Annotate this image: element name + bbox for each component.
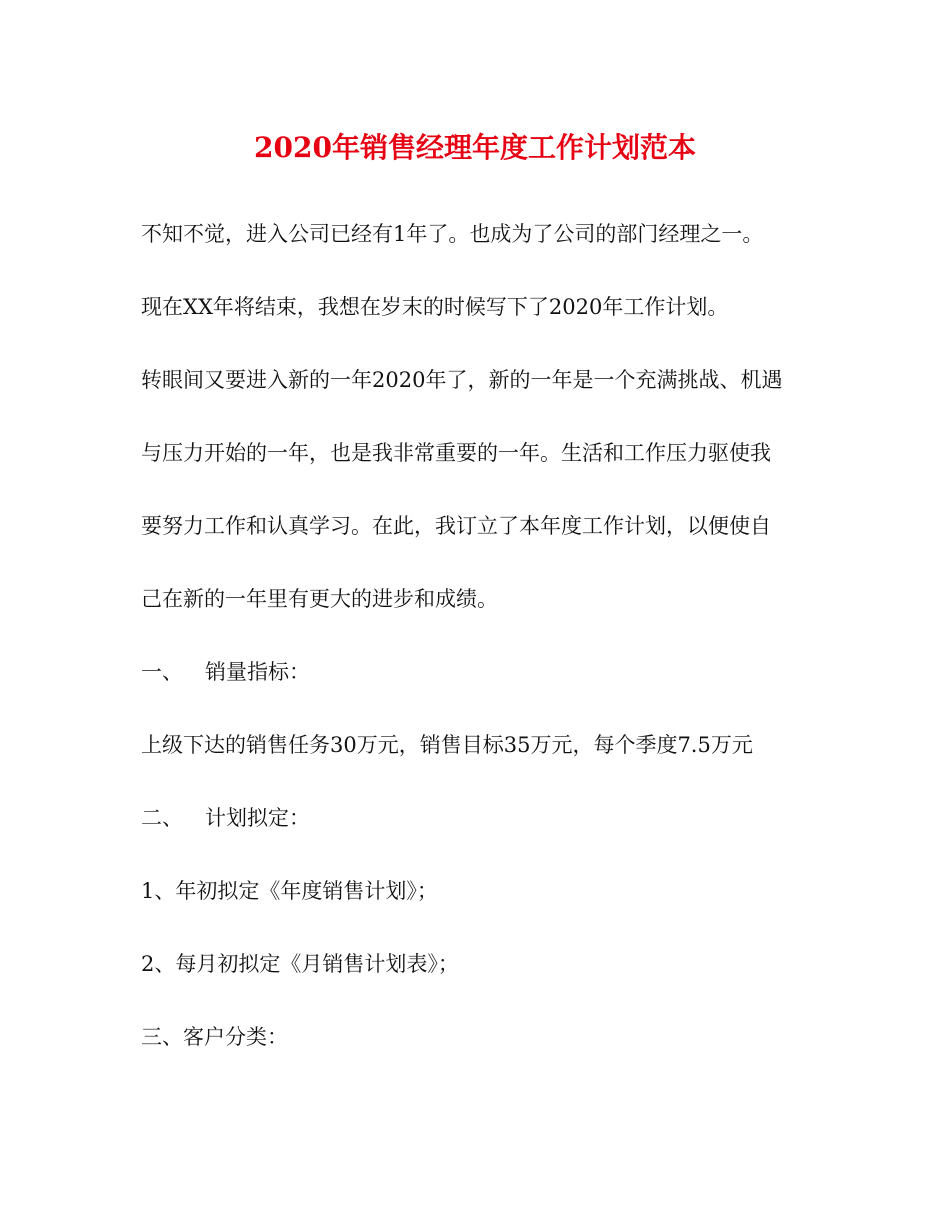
- section-1-heading: [141, 656, 821, 688]
- section-2-heading: [141, 802, 821, 834]
- section-1-text: 上级下达的销售任务30万元，销售目标35万元，每个季度7.5万元: [141, 733, 753, 757]
- document-title: 2020年销售经理年度工作计划范本: [254, 131, 696, 164]
- paragraph-line-2: 现在XX年将结束，我想在岁末的时候写下了2020年工作计划。: [141, 295, 729, 319]
- section-2-item-2: 2、每月初拟定《月销售计划表》；: [141, 952, 459, 976]
- paragraph-line-3: 转眼间又要进入新的一年2020年了，新的一年是一个充满挑战、机遇: [141, 368, 783, 392]
- section-1-title: 销量指标：: [205, 660, 310, 684]
- paragraph-line-6: 己在新的一年里有更大的进步和成绩。: [141, 587, 498, 611]
- section-2-item-1: 1、年初拟定《年度销售计划》；: [141, 879, 438, 903]
- section-2-number: 二、: [141, 806, 183, 830]
- section-2-title: 计划拟定：: [205, 806, 310, 830]
- section-1-number: 一、: [141, 660, 183, 684]
- paragraph-line-1: 不知不觉，进入公司已经有1年了。也成为了公司的部门经理之一。: [141, 222, 764, 246]
- paragraph-line-4: 与压力开始的一年，也是我非常重要的一年。生活和工作压力驱使我: [141, 441, 771, 465]
- paragraph-line-5: 要努力工作和认真学习。在此，我订立了本年度工作计划，以便使自: [141, 514, 771, 538]
- section-3-heading: 三、客户分类：: [141, 1025, 288, 1049]
